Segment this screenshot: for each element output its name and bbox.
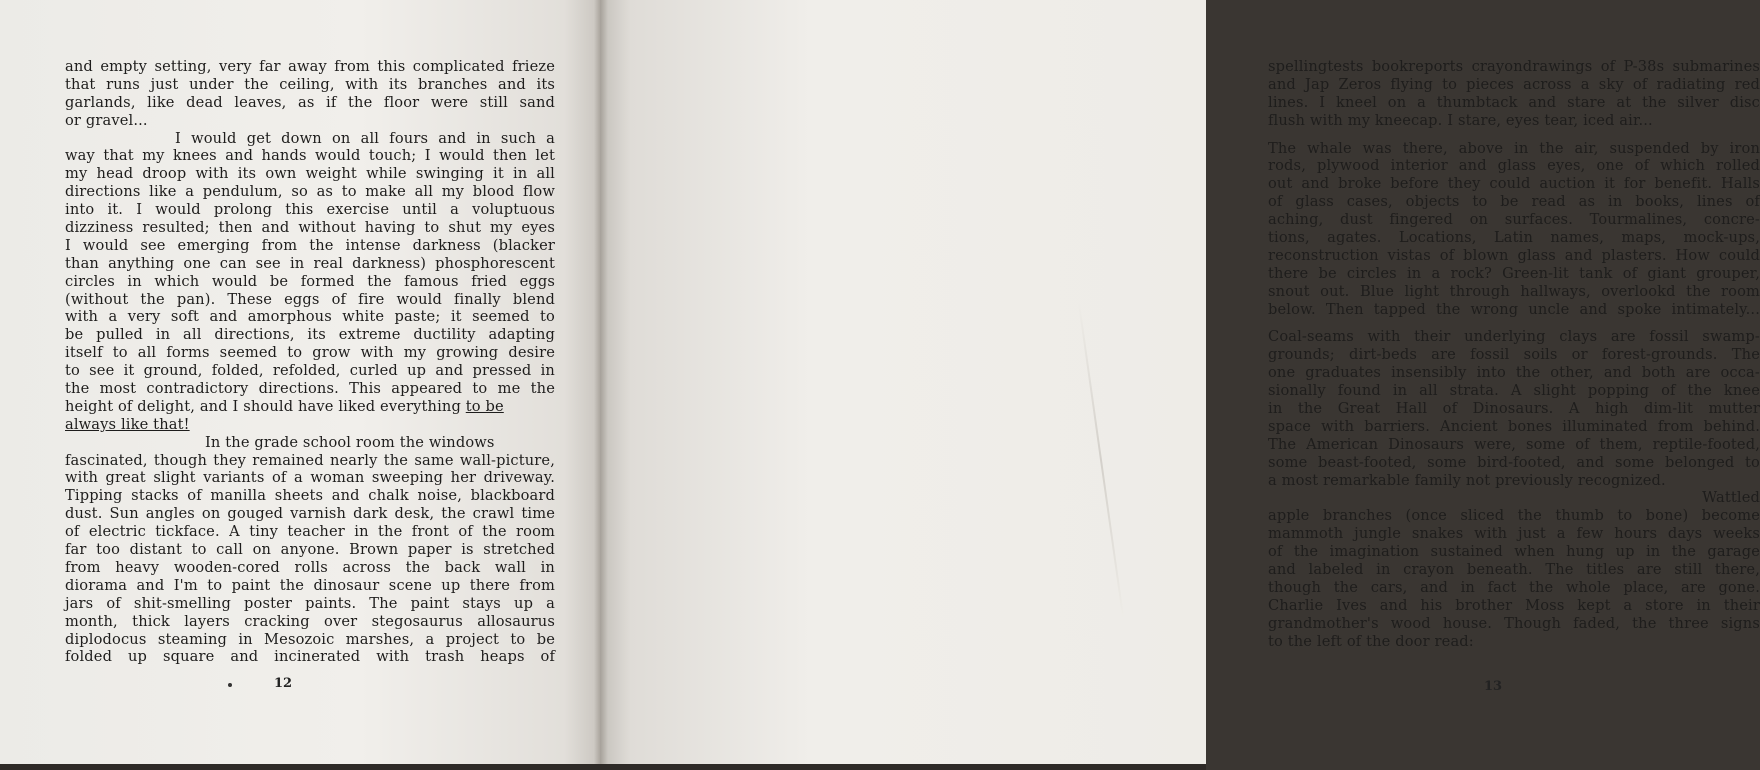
text-line: than anything one can see in real darkness) phosphorescent [65, 254, 555, 272]
text-line: of the imagination sustained when hung up in the garage [1268, 543, 1760, 561]
text-line: height of delight, and I should have liked everything [65, 397, 466, 415]
text-line: diplodocus steaming in Mesozoic marshes, a project to be [65, 630, 555, 648]
text-line: Charlie Ives and his brother Moss kept a store in their [1268, 596, 1760, 614]
text-line: that runs just under the ceiling, with its branches and its [65, 75, 555, 93]
text-line: fascinated, though they remained nearly the same wall-picture, [65, 451, 555, 469]
text-line: from heavy wooden-cored rolls across the back wall in [65, 558, 555, 576]
text-line: I would get down on all fours and in such a [175, 129, 555, 147]
text-line: to the left of the door read: [1268, 632, 1474, 650]
text-line: and labeled in crayon beneath. The titles are still there, [1268, 561, 1760, 579]
text-line: jars of shit-smelling poster paints. The paint stays up a [65, 594, 555, 612]
text-line: sionally found in all strata. A slight popping of the knee [1268, 382, 1760, 400]
text-line: of electric tickface. A tiny teacher in the front of the room [65, 523, 555, 541]
text-line: there be circles in a rock? Green-lit tank of giant grouper, [1268, 264, 1760, 282]
text-line: Wattled [1702, 489, 1760, 507]
text-line: the most contradictory directions. This appeared to me the [65, 380, 555, 398]
text-line: spellingtests bookreports crayondrawings of P-38s submarines [1268, 58, 1760, 75]
text-line: with a very soft and amorphous white paste; it seemed to [65, 308, 555, 326]
text-line-with-underline [65, 398, 555, 416]
text-line: and Jap Zeros flying to pieces across a sky of radiating red [1268, 75, 1760, 93]
text-line: grounds; dirt-beds are fossil soils or forest-grounds. The [1268, 346, 1760, 364]
text-line: (without the pan). These eggs of fire would finally blend [65, 290, 555, 308]
text-line: itself to all forms seemed to grow with my growing desire [65, 344, 555, 362]
text-line: of glass cases, objects to be read as in books, lines of [1268, 193, 1760, 211]
paragraph-gap [1268, 130, 1760, 140]
text-line: I would see emerging from the intense darkness (blacker [65, 236, 555, 254]
text-line: In the grade school room the windows [205, 433, 495, 451]
text-line: folded up square and incinerated with trash heaps of [65, 648, 555, 666]
text-line: apple branches (once sliced the thumb to bone) become [1268, 507, 1760, 525]
text-line: lines. I kneel on a thumbtack and stare at the silver disc [1268, 93, 1760, 111]
text-line: my head droop with its own weight while swinging it in all [65, 165, 555, 183]
underlined-text: to be [465, 397, 504, 415]
page-number-right: 13 [1484, 679, 1503, 694]
text-line: circles in which would be formed the famous fried eggs [65, 272, 555, 290]
text-line: diorama and I'm to paint the dinosaur scene up there from [65, 576, 555, 594]
text-line: garlands, like dead leaves, as if the floor were still sand [65, 93, 555, 111]
text-line: far too distant to call on anyone. Brown paper is stretched [65, 541, 555, 559]
text-line: The whale was there, above in the air, suspended by iron [1268, 139, 1760, 157]
text-line: The American Dinosaurs were, some of them, reptile-footed, [1268, 435, 1760, 453]
text-line: and empty setting, very far away from this complicated frieze [65, 58, 555, 75]
text-line: directions like a pendulum, so as to make all my blood flow [65, 183, 555, 201]
text-line: flush with my kneecap. I stare, eyes tear, iced air... [1268, 111, 1653, 129]
bottom-edge [0, 764, 1206, 770]
right-page [600, 0, 1760, 770]
text-line: into it. I would prolong this exercise until a voluptuous [65, 201, 555, 219]
text-line: snout out. Blue light through hallways, overlookd the room [1268, 282, 1760, 300]
paragraph-gap [1268, 318, 1760, 328]
text-line: out and broke before they could auction it for benefit. Halls [1268, 175, 1760, 193]
left-page-text [65, 58, 555, 666]
text-line: dust. Sun angles on gouged varnish dark desk, the crawl time [65, 505, 555, 523]
text-line: mammoth jungle snakes with just a few hours days weeks [1268, 525, 1760, 543]
text-line: space with barriers. Ancient bones illuminated from behind. [1268, 417, 1760, 435]
text-line: with great slight variants of a woman sweeping her driveway. [65, 469, 555, 487]
text-line: a most remarkable family not previously recognized. [1268, 471, 1666, 489]
ink-dot [228, 683, 232, 687]
text-line: below. Then tapped the wrong uncle and spoke intimately... [1268, 300, 1760, 318]
left-page [0, 0, 600, 770]
text-line: tions, agates. Locations, Latin names, maps, mock-ups, [1268, 229, 1760, 247]
text-line: rods, plywood interior and glass eyes, one of which rolled [1268, 157, 1760, 175]
text-line: reconstruction vistas of blown glass and plasters. How could [1268, 246, 1760, 264]
text-line: be pulled in all directions, its extreme ductility adapting [65, 326, 555, 344]
text-line: Coal-seams with their underlying clays are fossil swamp- [1268, 328, 1760, 346]
text-line: aching, dust fingered on surfaces. Tourmalines, concre- [1268, 211, 1760, 229]
page-number-left: 12 [274, 676, 293, 691]
text-line: way that my knees and hands would touch; I would then let [65, 147, 555, 165]
text-line: though the cars, and in fact the whole place, are gone. [1268, 578, 1760, 596]
right-page-text [1268, 58, 1760, 651]
text-line: dizziness resulted; then and without having to shut my eyes [65, 219, 555, 237]
text-line: grandmother's wood house. Though faded, the three signs [1268, 614, 1760, 632]
text-line: to see it ground, folded, refolded, curled up and pressed in [65, 362, 555, 380]
text-line: some beast-footed, some bird-footed, and some belonged to [1268, 453, 1760, 471]
text-line: in the Great Hall of Dinosaurs. A high dim-lit mutter [1268, 400, 1760, 418]
text-line: Tipping stacks of manilla sheets and chalk noise, blackboard [65, 487, 555, 505]
text-line: or gravel... [65, 111, 148, 129]
text-line: one graduates insensibly into the other, and both are occa- [1268, 364, 1760, 382]
underlined-text-line: always like that! [65, 415, 190, 433]
text-line: month, thick layers cracking over stegosaurus allosaurus [65, 612, 555, 630]
